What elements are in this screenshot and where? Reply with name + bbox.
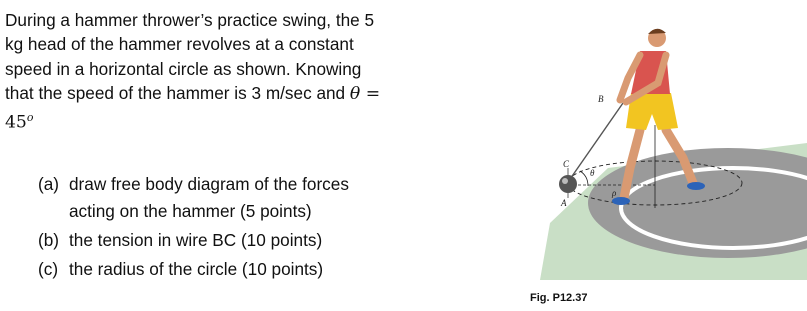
angle-arc [580, 171, 588, 186]
statement-line-1: During a hammer thrower’s practice swing, the 5 [5, 10, 375, 30]
part-b-text: the tension in wire BC (10 points) [69, 230, 323, 250]
part-c [38, 255, 458, 284]
question-parts [38, 170, 458, 284]
part-a-text: draw free body diagram of the forces [69, 174, 349, 194]
statement-line-4 [5, 81, 445, 106]
part-a-continuation: acting on the hammer (5 points) [69, 201, 312, 221]
part-a-label: (a) [38, 174, 60, 194]
statement-line-4-text: that the speed of the hammer is 3 m/sec and [5, 82, 350, 103]
hammer-thrower-figure [528, 18, 807, 280]
part-b [38, 226, 458, 255]
statement-line-3: speed in a horizontal circle as shown. Knowing [5, 58, 362, 79]
part-c-text: the radius of the circle (10 points) [69, 259, 324, 279]
label-c: C [563, 159, 570, 169]
part-b-label: (b) [38, 230, 60, 250]
degree-mark: o [26, 111, 34, 125]
statement-line-2: kg head of the hammer revolves at a constant [5, 34, 354, 55]
angle-value-line [5, 106, 445, 135]
theta-symbol: θ [349, 83, 361, 104]
figure-caption: Fig. P12.37 [530, 292, 588, 304]
label-rho: ρ [612, 188, 617, 198]
label-b: B [598, 94, 604, 104]
part-c-label: (c) [38, 259, 59, 279]
problem-statement [5, 8, 445, 135]
label-a: A [561, 198, 567, 208]
equals-sign: = [360, 83, 381, 104]
part-a [38, 170, 458, 226]
label-theta: θ [590, 168, 595, 178]
angle-value: 45 [5, 112, 27, 133]
hammer-head [559, 175, 577, 193]
